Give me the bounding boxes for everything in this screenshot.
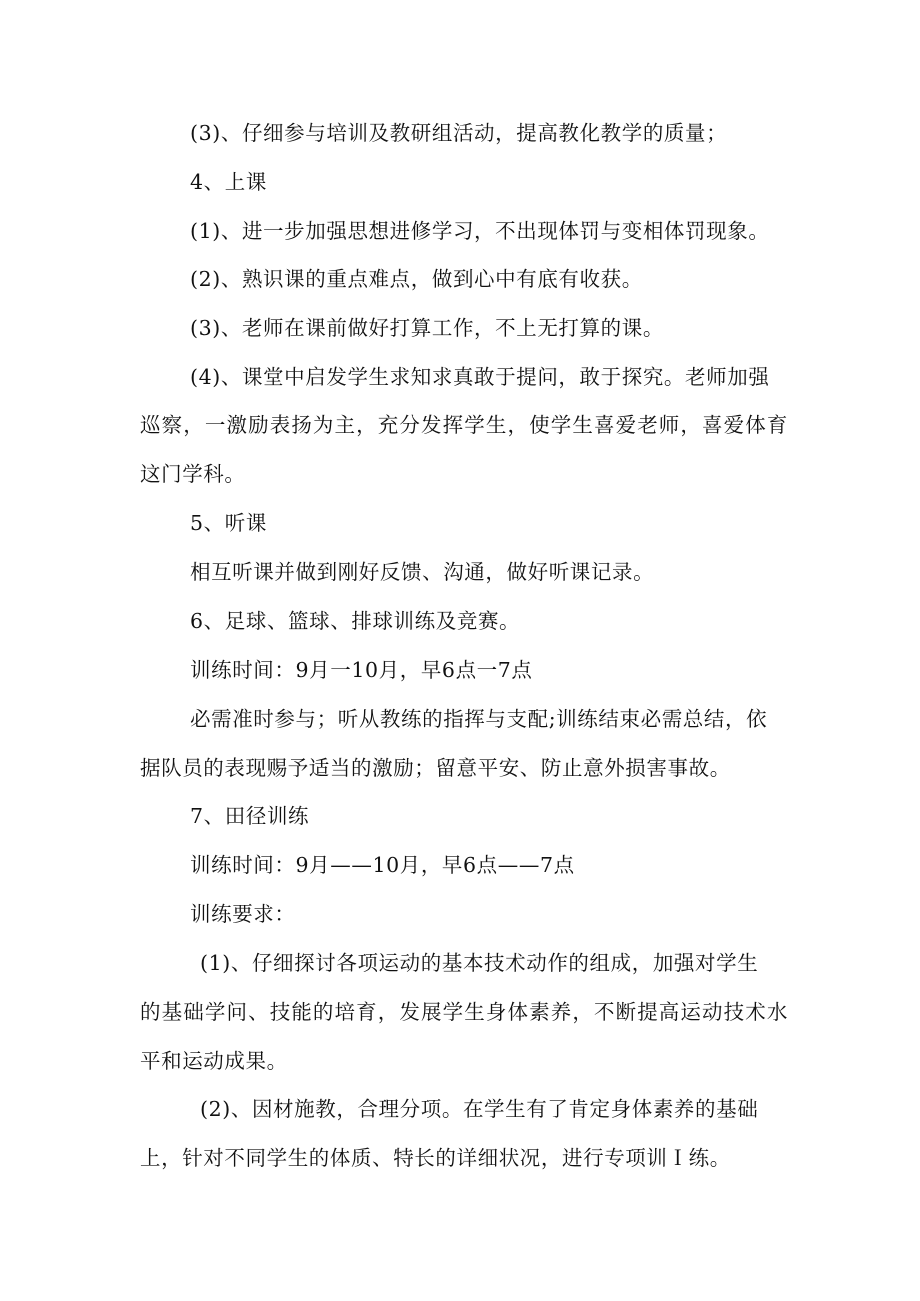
paragraph-line: (4)、课堂中启发学生求知求真敢于提问，敢于探究。老师加强 xyxy=(190,365,770,389)
paragraph-line: (2)、熟识课的重点难点，做到心中有底有收获。 xyxy=(190,267,643,291)
paragraph-line: 的基础学问、技能的培育，发展学生身体素养，不断提高运动技术水 xyxy=(140,1000,788,1024)
paragraph-line: 平和运动成果。 xyxy=(140,1049,288,1073)
section-heading: 7、田径训练 xyxy=(190,804,310,828)
paragraph-line: 巡察，一激励表扬为主，充分发挥学生，使学生喜爱老师，喜爱体育 xyxy=(140,413,788,437)
section-heading: 5、听课 xyxy=(190,511,267,535)
paragraph-line: (1)、仔细探讨各项运动的基本技术动作的组成，加强对学生 xyxy=(200,951,759,975)
paragraph-line: 上，针对不同学生的体质、特长的详细状况，进行专项训Ｉ练。 xyxy=(140,1146,731,1170)
paragraph-line: (2)、因材施教，合理分项。在学生有了肯定身体素养的基础 xyxy=(200,1097,759,1121)
paragraph-line: 训练时间：9月——10月，早6点——7点 xyxy=(190,853,575,877)
paragraph-line: 相互听课并做到刚好反馈、沟通，做好听课记录。 xyxy=(190,560,655,584)
paragraph-line: (3)、老师在课前做好打算工作，不上无打算的课。 xyxy=(190,316,664,340)
paragraph-line: 必需准时参与；听从教练的指挥与支配;训练结束必需总结，依 xyxy=(190,707,768,731)
section-heading: 4、上课 xyxy=(190,170,267,194)
paragraph-line: 这门学科。 xyxy=(140,462,246,486)
paragraph-line: (1)、进一步加强思想进修学习，不出现体罚与变相体罚现象。 xyxy=(190,219,770,243)
paragraph-line: (3)、仔细参与培训及教研组活动，提高教化教学的质量； xyxy=(190,121,728,145)
paragraph-line: 据队员的表现赐予适当的激励；留意平安、防止意外损害事故。 xyxy=(140,756,731,780)
section-heading: 6、足球、篮球、排球训练及竞赛。 xyxy=(190,609,521,633)
paragraph-line: 训练要求： xyxy=(190,902,296,926)
paragraph-line: 训练时间：9月一10月，早6点一7点 xyxy=(190,658,533,682)
